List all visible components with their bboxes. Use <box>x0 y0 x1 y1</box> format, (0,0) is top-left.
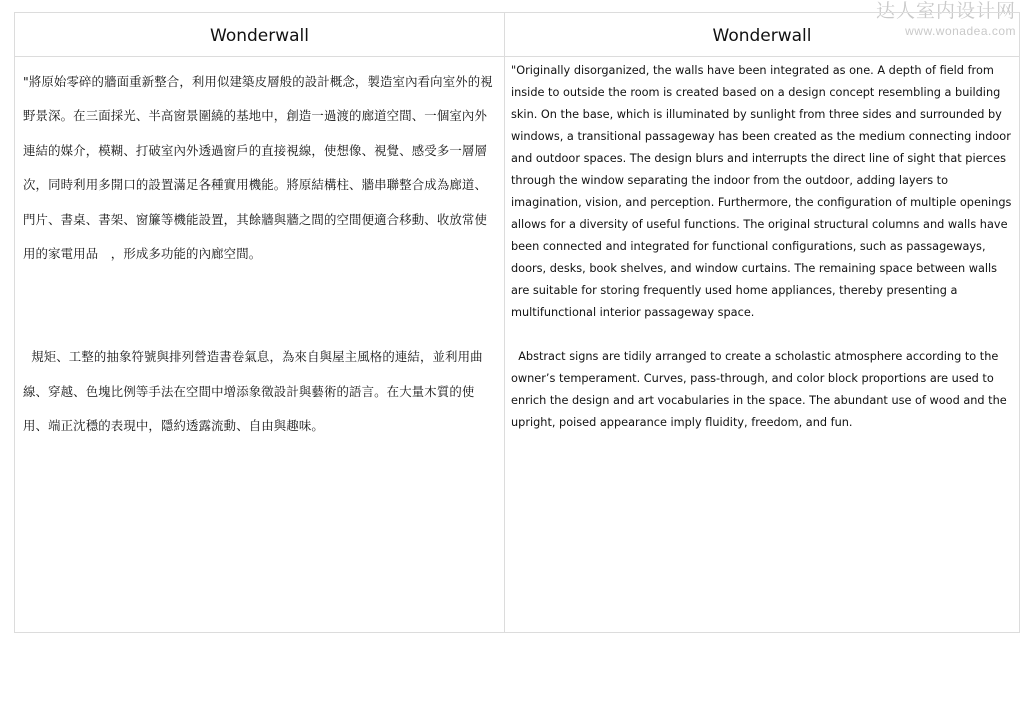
watermark-text: 达人室内设计网 <box>875 0 1016 22</box>
bilingual-table <box>14 12 1020 633</box>
chinese-paragraph-1: "將原始零碎的牆面重新整合，利用似建築皮層般的設計概念，製造室內看向室外的視野景深。在三面採光、半高窗景圍繞的基地中，創造一過渡的廊道空間、一個室內外連結的媒介，模糊、打破室內外透過窗戶的直接視線，使想像、視覺、感受多一層層次，同時利用多開口的設置滿足各種實用機能。將原結構柱、牆串聯整合成為廊道、門片、書桌、書架、窗簾等機能設置，其餘牆與牆之間的空間便適合移動、收放常使用的家電用品 ，形成多功能的內廊空間。 <box>23 74 493 262</box>
chinese-paragraph-2: 規矩、工整的抽象符號與排列營造書卷氣息，為來自與屋主風格的連結，並利用曲線、穿越、色塊比例等手法在空間中增添象徵設計與藝術的語言。在大量木質的使用、端正沈穩的表現中，隱約透露流動、自由與趣味。 <box>23 349 483 434</box>
left-title: Wonderwall <box>210 25 309 46</box>
right-title-cell <box>505 13 1019 57</box>
english-paragraph-2: Abstract signs are tidily arranged to create a scholastic atmosphere according to the owner’s temperament. Curves, pass-through, and color block proportions are used to enrich the design and art vocabularies in the space. The abundant use of wood and the upright, poised appearance imply fluidity, freedom, and fun. <box>511 350 1011 429</box>
english-text-cell <box>505 57 1019 632</box>
english-paragraph-1: "Originally disorganized, the walls have been integrated as one. A depth of field from inside to outside the room is created based on a design concept resembling a building skin. On the base, which is illuminated by sunlight from three sides and surrounded by windows, a transitional passageway has been created as the medium connecting indoor and outdoor spaces. The design blurs and interrupts the direct line of sight that pierces through the window separating the indoor from the outdoor, adding layers to imagination, vision, and perception. Furthermore, the configuration of multiple openings allows for a diversity of useful functions. The original structural columns and walls have been connected and integrated for functional configurations, such as passageways, doors, desks, book shelves, and window curtains. The remaining space between walls are suitable for storing frequently used home appliances, thereby presenting a multifunctional interior passageway space. <box>511 64 1012 319</box>
watermark-url: www.wonadea.com <box>905 24 1016 38</box>
left-title-cell <box>15 13 505 57</box>
right-title: Wonderwall <box>712 25 812 46</box>
chinese-text-cell <box>15 57 505 632</box>
